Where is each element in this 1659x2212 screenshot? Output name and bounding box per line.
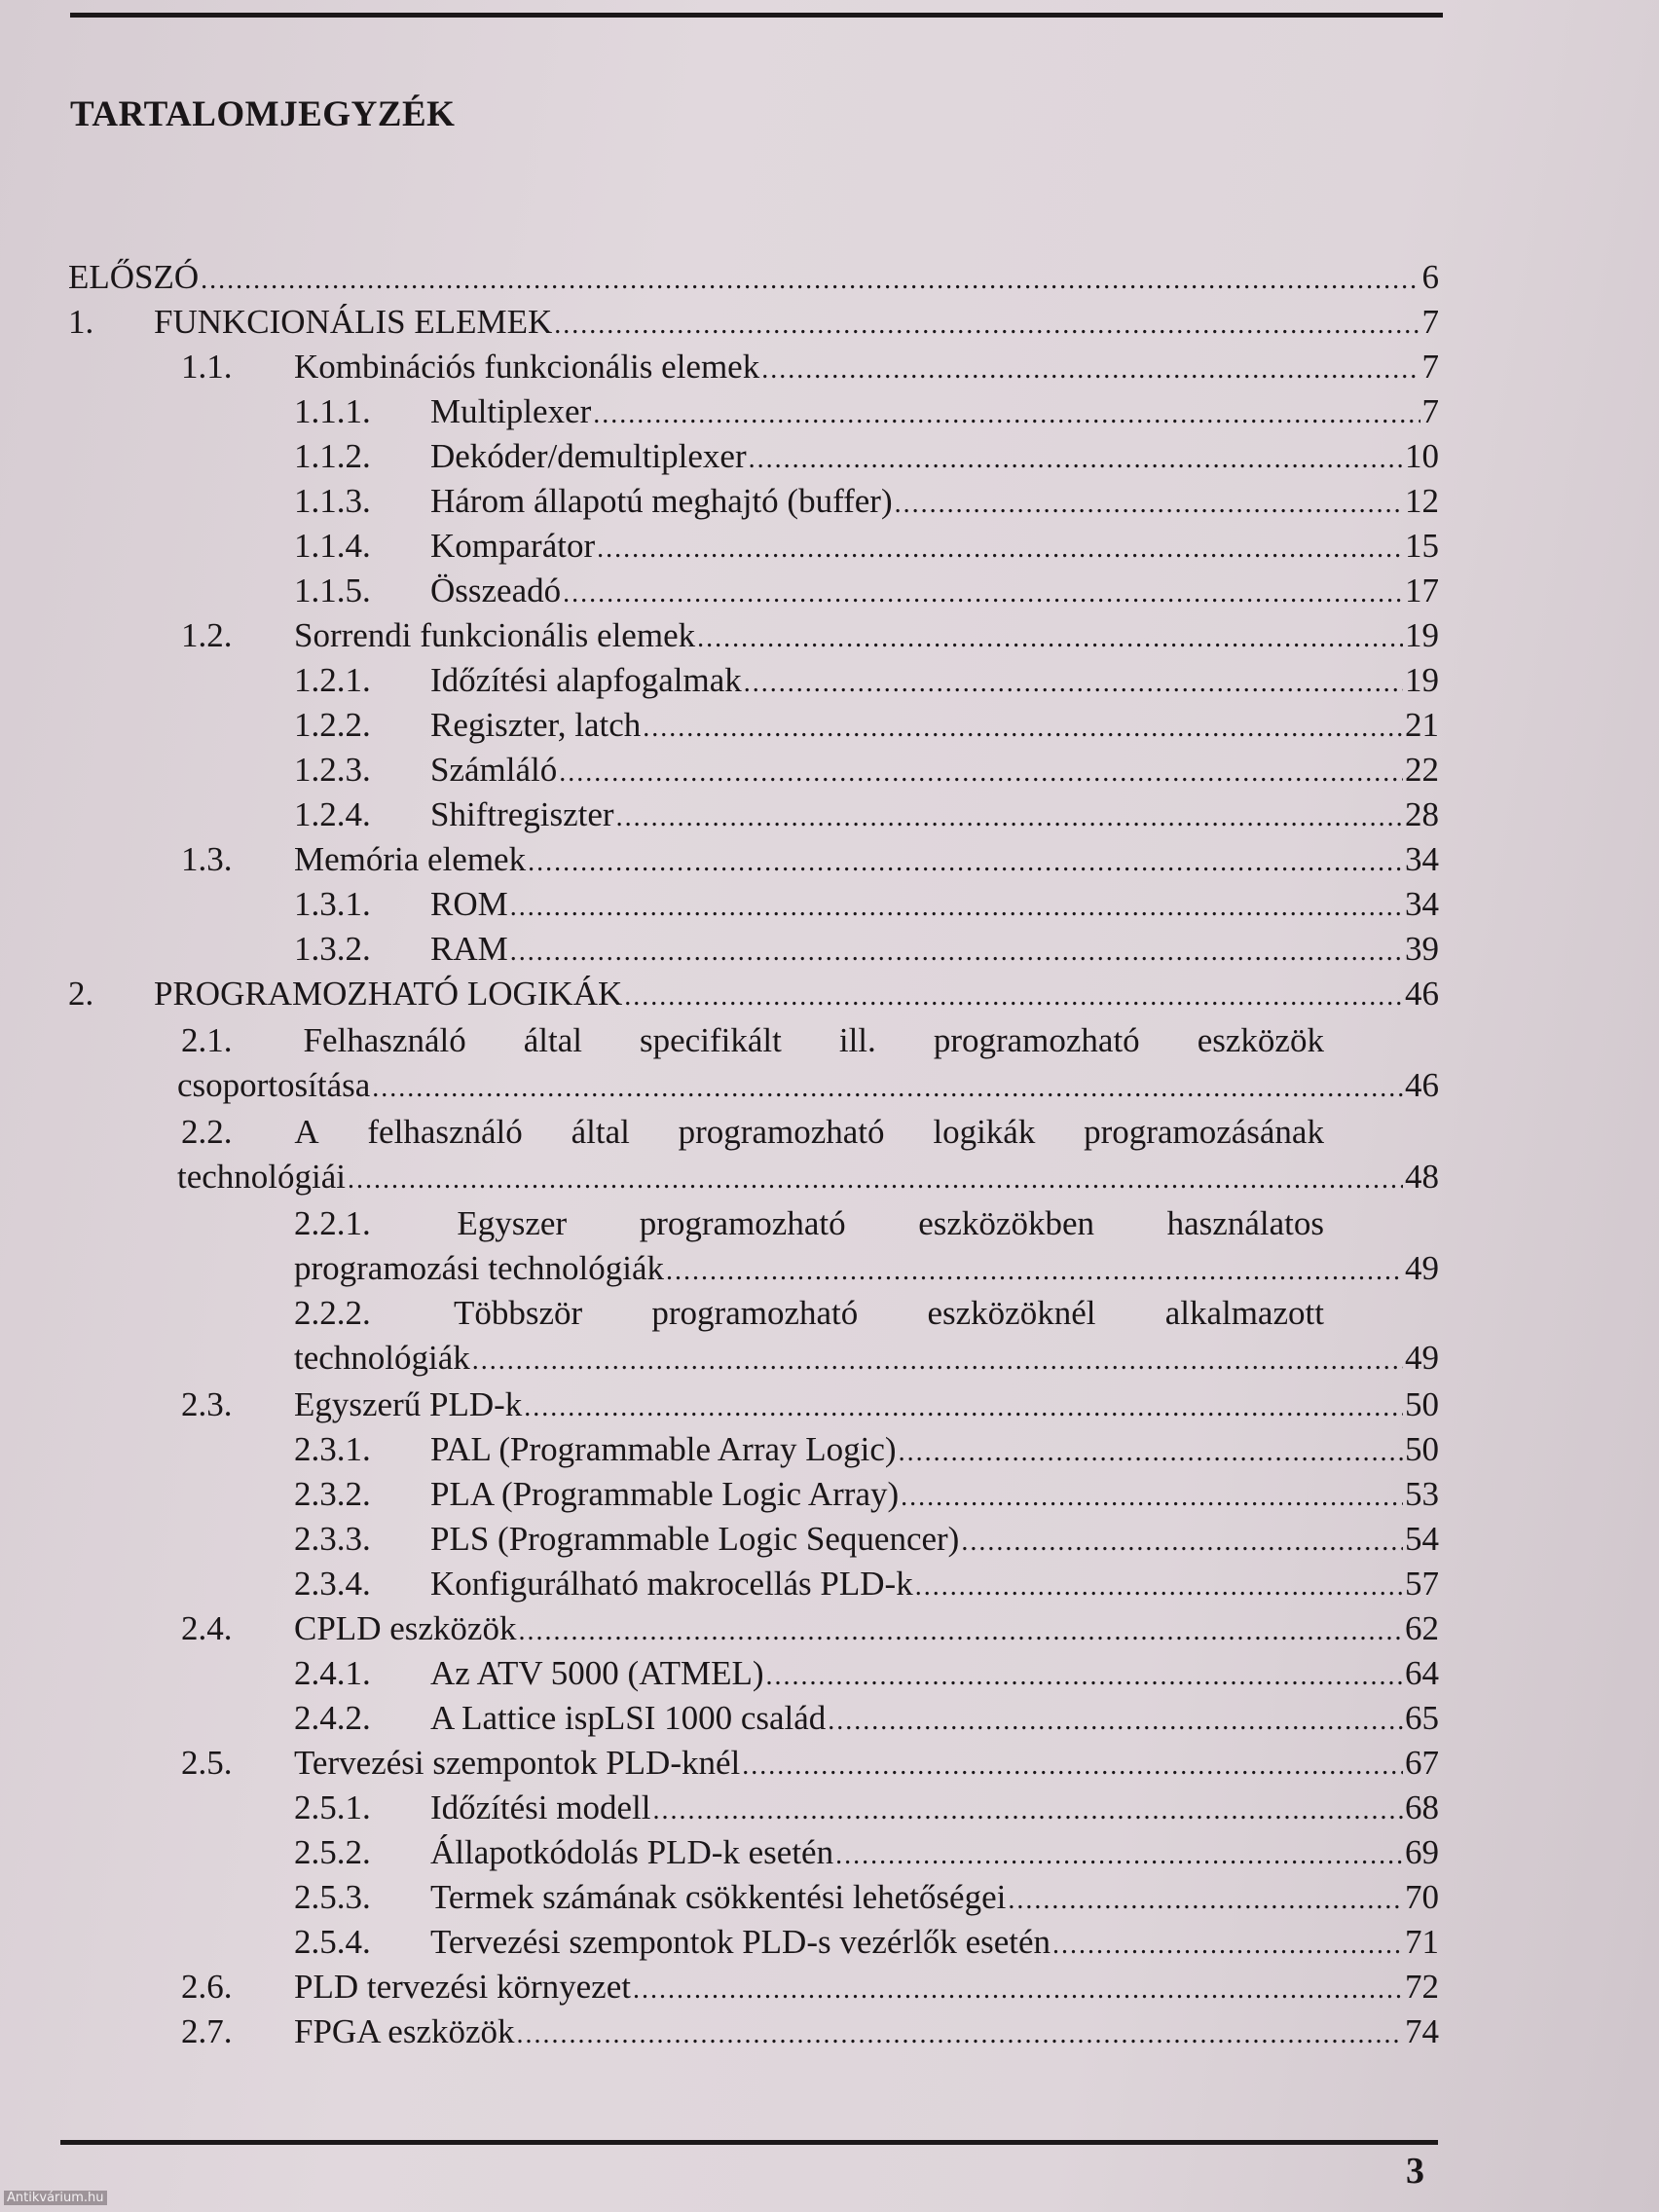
dot-leader [835, 1833, 1403, 1878]
toc-entry-title: Regiszter, latch [430, 706, 642, 744]
toc-entry-page: 57 [1405, 1565, 1439, 1603]
toc-entry[interactable] [294, 569, 1439, 613]
toc-entry[interactable] [294, 1875, 1439, 1920]
toc-entry-title: CPLD eszközök [294, 1609, 517, 1647]
toc-entry-number: 2.7. [181, 2012, 233, 2050]
dot-leader [915, 1565, 1403, 1609]
toc-entry[interactable] [181, 2009, 1439, 2054]
toc-entry-number: 1.1. [181, 348, 233, 386]
toc-entry-word: használatos [1166, 1204, 1324, 1242]
toc-entry[interactable] [294, 1246, 1439, 1291]
toc-entry-page: 68 [1405, 1788, 1439, 1826]
toc-entry-word: specifikált [640, 1021, 782, 1059]
toc-entry-number: 2.4.1. [294, 1654, 371, 1692]
dot-leader [517, 2012, 1403, 2057]
toc-entry[interactable] [294, 524, 1439, 569]
dot-leader [510, 885, 1403, 930]
dot-leader [901, 1475, 1403, 1520]
toc-entry[interactable] [294, 1696, 1439, 1741]
dot-leader [201, 258, 1419, 303]
toc-entry-title: PROGRAMOZHATÓ LOGIKÁK [154, 975, 623, 1013]
toc-entry-page: 49 [1405, 1249, 1439, 1287]
toc-entry-page: 62 [1405, 1609, 1439, 1647]
toc-entry-title: technológiái [177, 1158, 347, 1196]
toc-entry-word: által [571, 1113, 630, 1151]
toc-entry[interactable] [68, 255, 1439, 300]
toc-entry[interactable] [181, 1965, 1439, 2009]
toc-entry-page: 28 [1405, 795, 1439, 833]
toc-entry[interactable] [294, 434, 1439, 479]
toc-entry-word: által [523, 1021, 582, 1059]
toc-entry-title: Három állapotú meghajtó (buffer) [430, 482, 893, 520]
toc-entry-title: Állapotkódolás PLD-k esetén [430, 1833, 834, 1871]
toc-entry-title: Shiftregiszter [430, 795, 614, 833]
toc-entry-page: 64 [1405, 1654, 1439, 1692]
toc-entry-title: Tervezési szempontok PLD-s vezérlők esetén [430, 1923, 1051, 1961]
toc-entry-word: eszközöknél [927, 1294, 1096, 1332]
dot-leader [899, 1430, 1403, 1475]
toc-entry-first-line [181, 1110, 1324, 1155]
toc-entry-page: 70 [1405, 1878, 1439, 1916]
toc-entry-number: 2.2.2. [294, 1294, 371, 1332]
toc-entry-word: logikák [933, 1113, 1036, 1151]
toc-entry-first-line [181, 1018, 1324, 1063]
toc-entry[interactable] [294, 1336, 1439, 1381]
toc-entry-number: 1.3. [181, 840, 233, 878]
toc-entry[interactable] [294, 1920, 1439, 1965]
toc-entry-number: 2.4. [181, 1609, 233, 1647]
dot-leader [518, 1609, 1403, 1654]
toc-entry[interactable] [68, 972, 1439, 1016]
toc-entry-first-line [294, 1201, 1324, 1246]
toc-entry-title: PLS (Programmable Logic Sequencer) [430, 1520, 960, 1558]
toc-entry-title: Memória elemek [294, 840, 527, 878]
toc-entry-word: eszközökben [918, 1204, 1094, 1242]
toc-entry-page: 6 [1421, 258, 1439, 296]
dot-leader [961, 1520, 1403, 1565]
toc-entry-number: 2.5.2. [294, 1833, 371, 1871]
toc-entry-number: 1.1.1. [294, 392, 371, 430]
toc-entry-number: 2.5. [181, 1744, 233, 1782]
toc-entry-number: 1.2.4. [294, 795, 371, 833]
toc-entry[interactable] [181, 1606, 1439, 1651]
toc-entry-number: 1.1.5. [294, 571, 371, 609]
toc-entry[interactable] [294, 1651, 1439, 1696]
toc-entry-number: 2.2. [181, 1113, 233, 1151]
toc-entry-title: PLA (Programmable Logic Array) [430, 1475, 900, 1513]
toc-entry[interactable] [294, 793, 1439, 837]
toc-entry-page: 34 [1405, 885, 1439, 923]
dot-leader [828, 1699, 1403, 1744]
toc-entry-title: Időzítési modell [430, 1788, 651, 1826]
toc-entry[interactable] [294, 748, 1439, 793]
toc-entry[interactable] [181, 613, 1439, 658]
toc-entry-word: felhasználó [367, 1113, 523, 1151]
dot-leader [643, 706, 1403, 751]
toc-entry-word: Egyszer [457, 1204, 568, 1242]
toc-entry-word: programozható [639, 1204, 846, 1242]
toc-entry-number: 1.1.3. [294, 482, 371, 520]
toc-entry-word: ill. [838, 1021, 876, 1059]
toc-entry-page: 74 [1405, 2012, 1439, 2050]
toc-entry-title: Kombinációs funkcionális elemek [294, 348, 760, 386]
toc-entry-page: 34 [1405, 840, 1439, 878]
toc-entry-word: programozható [678, 1113, 885, 1151]
toc-entry-title: Számláló [430, 751, 558, 789]
toc-entry-page: 49 [1405, 1339, 1439, 1377]
toc-entry-page: 39 [1405, 930, 1439, 968]
toc-entry-word: programozásának [1084, 1113, 1324, 1151]
toc-entry-word: eszközök [1197, 1021, 1324, 1059]
toc-entry-number: 2.2.1. [294, 1204, 371, 1242]
toc-entry-number: 2.3. [181, 1385, 233, 1423]
top-rule [70, 13, 1443, 18]
toc-entry-number: 2.3.3. [294, 1520, 371, 1558]
toc-entry-title: A Lattice ispLSI 1000 család [430, 1699, 827, 1737]
dot-leader [593, 392, 1419, 437]
dot-leader [652, 1788, 1403, 1833]
toc-entry[interactable] [181, 345, 1439, 389]
dot-leader [766, 1654, 1403, 1699]
toc-entry-page: 50 [1405, 1385, 1439, 1423]
toc-entry-title: Multiplexer [430, 392, 592, 430]
dot-leader [761, 348, 1419, 392]
bottom-rule [60, 2140, 1438, 2145]
dot-leader [348, 1158, 1403, 1202]
dot-leader [528, 840, 1403, 885]
toc-entry-number: 2.1. [181, 1021, 233, 1059]
toc-entry-number: 2.6. [181, 1968, 233, 2006]
dot-leader [563, 571, 1403, 616]
dot-leader [749, 437, 1403, 482]
toc-entry[interactable] [294, 479, 1439, 524]
toc-entry-word: Többször [453, 1294, 583, 1332]
dot-leader [744, 661, 1403, 706]
dot-leader [554, 303, 1419, 348]
toc-entry-title: RAM [430, 930, 508, 968]
toc-entry-title: PAL (Programmable Array Logic) [430, 1430, 897, 1468]
toc-entry[interactable] [294, 703, 1439, 748]
toc-entry[interactable] [294, 1562, 1439, 1606]
toc-entry-page: 72 [1405, 1968, 1439, 2006]
toc-entry-page: 22 [1405, 751, 1439, 789]
toc-entry-page: 69 [1405, 1833, 1439, 1871]
toc-entry[interactable] [181, 837, 1439, 882]
dot-leader [742, 1744, 1403, 1788]
dot-leader [524, 1385, 1403, 1430]
toc-entry[interactable] [294, 927, 1439, 972]
toc-entry-number: 1. [68, 303, 94, 341]
page-number: 3 [1406, 2151, 1424, 2192]
toc-heading: TARTALOMJEGYZÉK [70, 94, 456, 134]
dot-leader [895, 482, 1403, 527]
toc-entry-page: 65 [1405, 1699, 1439, 1737]
toc-entry-page: 67 [1405, 1744, 1439, 1782]
toc-entry-page: 12 [1405, 482, 1439, 520]
toc-entry-page: 53 [1405, 1475, 1439, 1513]
toc-entry-title: PLD tervezési környezet [294, 1968, 631, 2006]
toc-entry[interactable] [294, 658, 1439, 703]
toc-entry-number: 2.5.1. [294, 1788, 371, 1826]
toc-entry-number: 2.4.2. [294, 1699, 371, 1737]
toc-entry[interactable] [294, 1830, 1439, 1875]
toc-entry-word: alkalmazott [1164, 1294, 1324, 1332]
toc-entry-title: FUNKCIONÁLIS ELEMEK [154, 303, 553, 341]
toc-entry-title: Sorrendi funkcionális elemek [294, 616, 696, 654]
toc-entry[interactable] [294, 882, 1439, 927]
dot-leader [633, 1968, 1403, 2012]
toc-entry-word: Felhasználó [303, 1021, 466, 1059]
toc-entry-word: A [294, 1113, 319, 1151]
toc-entry[interactable] [181, 1382, 1439, 1427]
dot-leader [1008, 1878, 1403, 1923]
toc-entry-page: 46 [1405, 1066, 1439, 1104]
toc-entry-page: 54 [1405, 1520, 1439, 1558]
toc-entry-number: 1.3.2. [294, 930, 371, 968]
toc-entry[interactable] [68, 300, 1439, 345]
toc-entry-number: 1.2.3. [294, 751, 371, 789]
toc-entry-title: csoportosítása [177, 1066, 371, 1104]
toc-entry-title: Az ATV 5000 (ATMEL) [430, 1654, 764, 1692]
toc-entry[interactable] [181, 1741, 1439, 1786]
toc-entry-page: 19 [1405, 616, 1439, 654]
dot-leader [597, 527, 1403, 571]
toc-entry-word: programozható [933, 1021, 1140, 1059]
toc-entry-page: 46 [1405, 975, 1439, 1013]
toc-entry-title: FPGA eszközök [294, 2012, 515, 2050]
toc-entry[interactable] [294, 1472, 1439, 1517]
toc-entry-page: 19 [1405, 661, 1439, 699]
toc-entry-page: 50 [1405, 1430, 1439, 1468]
toc-entry-title: Konfigurálható makrocellás PLD-k [430, 1565, 913, 1603]
toc-entry[interactable] [294, 1786, 1439, 1830]
toc-entry-page: 15 [1405, 527, 1439, 565]
toc-entry[interactable] [294, 389, 1439, 434]
toc-entry-title: Komparátor [430, 527, 596, 565]
toc-entry-number: 2. [68, 975, 94, 1013]
toc-entry-title: technológiák [294, 1339, 470, 1377]
toc-entry-title: Egyszerű PLD-k [294, 1385, 523, 1423]
toc-entry-title: ELŐSZÓ [68, 258, 200, 296]
toc-entry[interactable] [177, 1155, 1439, 1199]
toc-entry-title: Időzítési alapfogalmak [430, 661, 742, 699]
toc-entry-page: 21 [1405, 706, 1439, 744]
toc-entry-word: programozható [651, 1294, 859, 1332]
toc-entry-first-line [294, 1291, 1324, 1336]
toc-entry-number: 2.5.4. [294, 1923, 371, 1961]
toc-entry-number: 1.2.1. [294, 661, 371, 699]
toc-entry[interactable] [294, 1517, 1439, 1562]
toc-entry-number: 1.2. [181, 616, 233, 654]
dot-leader [510, 930, 1403, 975]
toc-entry-title: Összeadó [430, 571, 562, 609]
dot-leader [697, 616, 1403, 661]
dot-leader [1052, 1923, 1403, 1968]
dot-leader [472, 1339, 1403, 1383]
toc-entry-title: Dekóder/demultiplexer [430, 437, 747, 475]
toc-entry-page: 10 [1405, 437, 1439, 475]
toc-entry-number: 1.2.2. [294, 706, 371, 744]
watermark: Antikvárium.hu [4, 2191, 107, 2205]
toc-entry-page: 7 [1421, 392, 1439, 430]
dot-leader [616, 795, 1403, 840]
dot-leader [666, 1249, 1403, 1294]
toc-entry-page: 7 [1421, 303, 1439, 341]
toc-entry-number: 2.3.1. [294, 1430, 371, 1468]
toc-entry-number: 1.1.2. [294, 437, 371, 475]
toc-entry[interactable] [177, 1063, 1439, 1108]
toc-entry-number: 1.1.4. [294, 527, 371, 565]
toc-entry-title: Termek számának csökkentési lehetőségei [430, 1878, 1007, 1916]
toc-entry-number: 2.5.3. [294, 1878, 371, 1916]
toc-entry-title: programozási technológiák [294, 1249, 665, 1287]
toc-entry-title: ROM [430, 885, 508, 923]
toc-entry-number: 2.3.4. [294, 1565, 371, 1603]
toc-entry-number: 2.3.2. [294, 1475, 371, 1513]
toc-entry-page: 17 [1405, 571, 1439, 609]
toc-entry[interactable] [294, 1427, 1439, 1472]
toc-entry-page: 48 [1405, 1158, 1439, 1196]
toc-entry-page: 71 [1405, 1923, 1439, 1961]
dot-leader [624, 975, 1403, 1019]
toc-entry-page: 7 [1421, 348, 1439, 386]
dot-leader [372, 1066, 1403, 1111]
toc-entry-title: Tervezési szempontok PLD-knél [294, 1744, 741, 1782]
toc-entry-number: 1.3.1. [294, 885, 371, 923]
dot-leader [559, 751, 1403, 795]
